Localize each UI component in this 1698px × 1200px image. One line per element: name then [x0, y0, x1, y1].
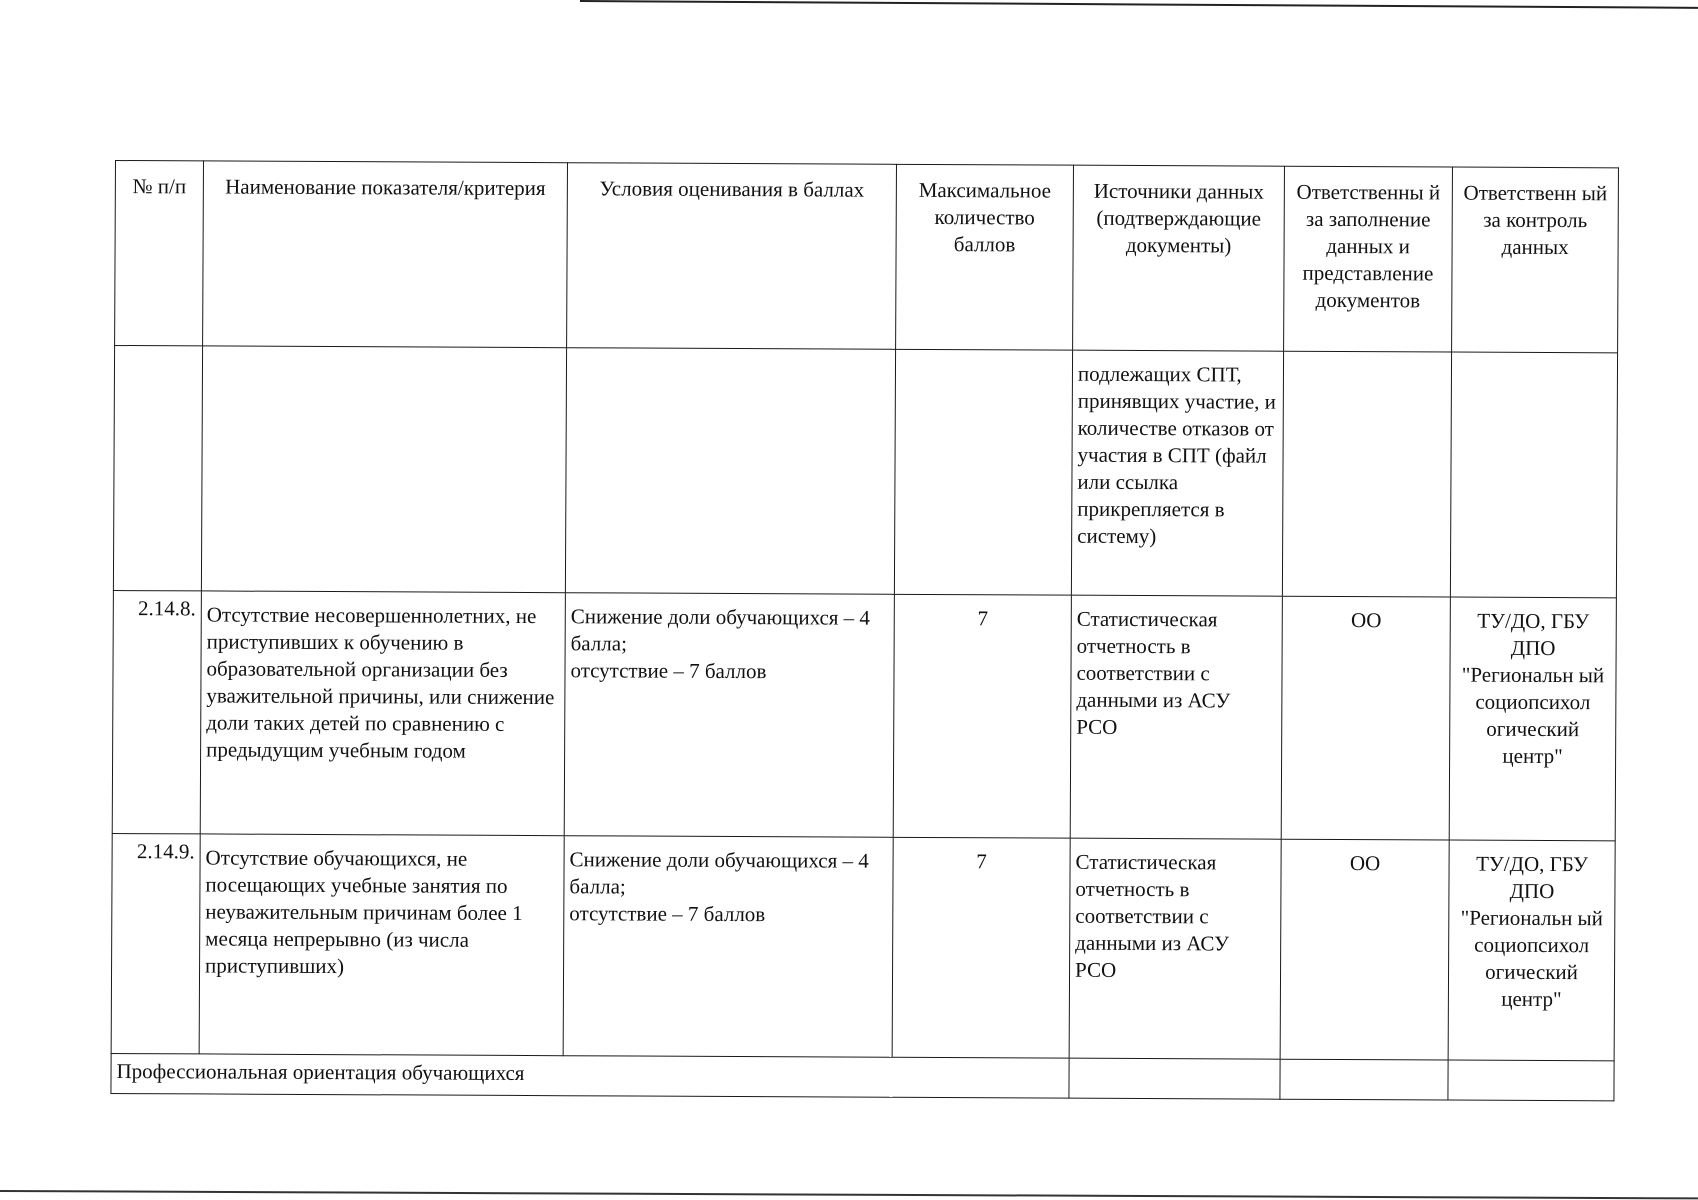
document-page: [110, 160, 1618, 1101]
table-row: [111, 833, 1615, 1060]
header-resp-fill: Ответственны й за заполнение данных и представление документов: [1284, 166, 1453, 352]
header-resp-control: Ответственн ый за контроль данных: [1452, 167, 1619, 353]
cell-name: Отсутствие несовершеннолетних, не приступивших к обучению в образовательной организации без уважительной причины, или снижение доли таких детей по сравнению с предыдущим учебным годом: [200, 591, 565, 836]
cell-sources: Статистическая отчетность в соответствии с данными из АСУ РСО: [1069, 838, 1281, 1059]
cell-name: Отсутствие обучающихся, не посещающих учебные занятия по неуважительным причинам более 1 месяца непрерывно (из числа приступивших): [199, 834, 564, 1056]
scan-edge-bottom: [0, 1190, 1698, 1199]
cell-conditions: Снижение доли обучающихся – 4 балла; отсутствие – 7 баллов: [563, 836, 893, 1058]
cell-empty: [1069, 1058, 1280, 1099]
cell-empty: [1448, 1060, 1614, 1101]
section-row: [111, 1053, 1614, 1100]
cell-empty: [1280, 1059, 1448, 1100]
header-conditions: Условия оценивания в баллах: [567, 163, 897, 350]
cell-max-points: 7: [893, 594, 1071, 838]
section-title: Профессиональная ориентация обучающихся: [111, 1053, 1069, 1098]
cell-empty: [1282, 351, 1451, 597]
cell-sources-continued: подлежащих СПТ, принявщих участие, и количестве отказов от участия в СПТ (файл или ссылка прикрепляется в систему): [1071, 350, 1283, 596]
header-sources: Источники данных (подтверждающие документы): [1073, 165, 1285, 351]
table-row-continuation: [113, 346, 1617, 598]
cell-sources: Статистическая отчетность в соответствии с данными из АСУ РСО: [1070, 595, 1282, 839]
cell-resp-control: ТУ/ДО, ГБУ ДПО "Региональн ый социопсихол огический центр": [1449, 597, 1616, 841]
cell-num: 2.14.9.: [111, 833, 200, 1053]
cell-empty: [1450, 352, 1617, 598]
cell-num: 2.14.8.: [112, 590, 201, 833]
table-row: [112, 590, 1616, 840]
cell-conditions: Снижение доли обучающихся – 4 балла; отсутствие – 7 баллов: [564, 593, 894, 838]
criteria-table: [110, 160, 1619, 1101]
cell-empty: [201, 346, 566, 593]
header-name: Наименование показателя/критерия: [203, 161, 568, 348]
cell-empty: [894, 349, 1072, 595]
cell-max-points: 7: [892, 837, 1070, 1058]
cell-resp-fill: ОО: [1280, 839, 1449, 1060]
cell-empty: [565, 348, 895, 595]
table-header-row: [115, 161, 1619, 353]
cell-resp-fill: ОО: [1281, 596, 1450, 840]
scan-edge-top: [580, 0, 1698, 9]
header-max-points: Максимальное количество баллов: [896, 164, 1074, 350]
header-num: № п/п: [115, 161, 204, 346]
cell-empty: [113, 346, 202, 591]
cell-resp-control: ТУ/ДО, ГБУ ДПО "Региональн ый социопсихол огический центр": [1448, 840, 1615, 1061]
